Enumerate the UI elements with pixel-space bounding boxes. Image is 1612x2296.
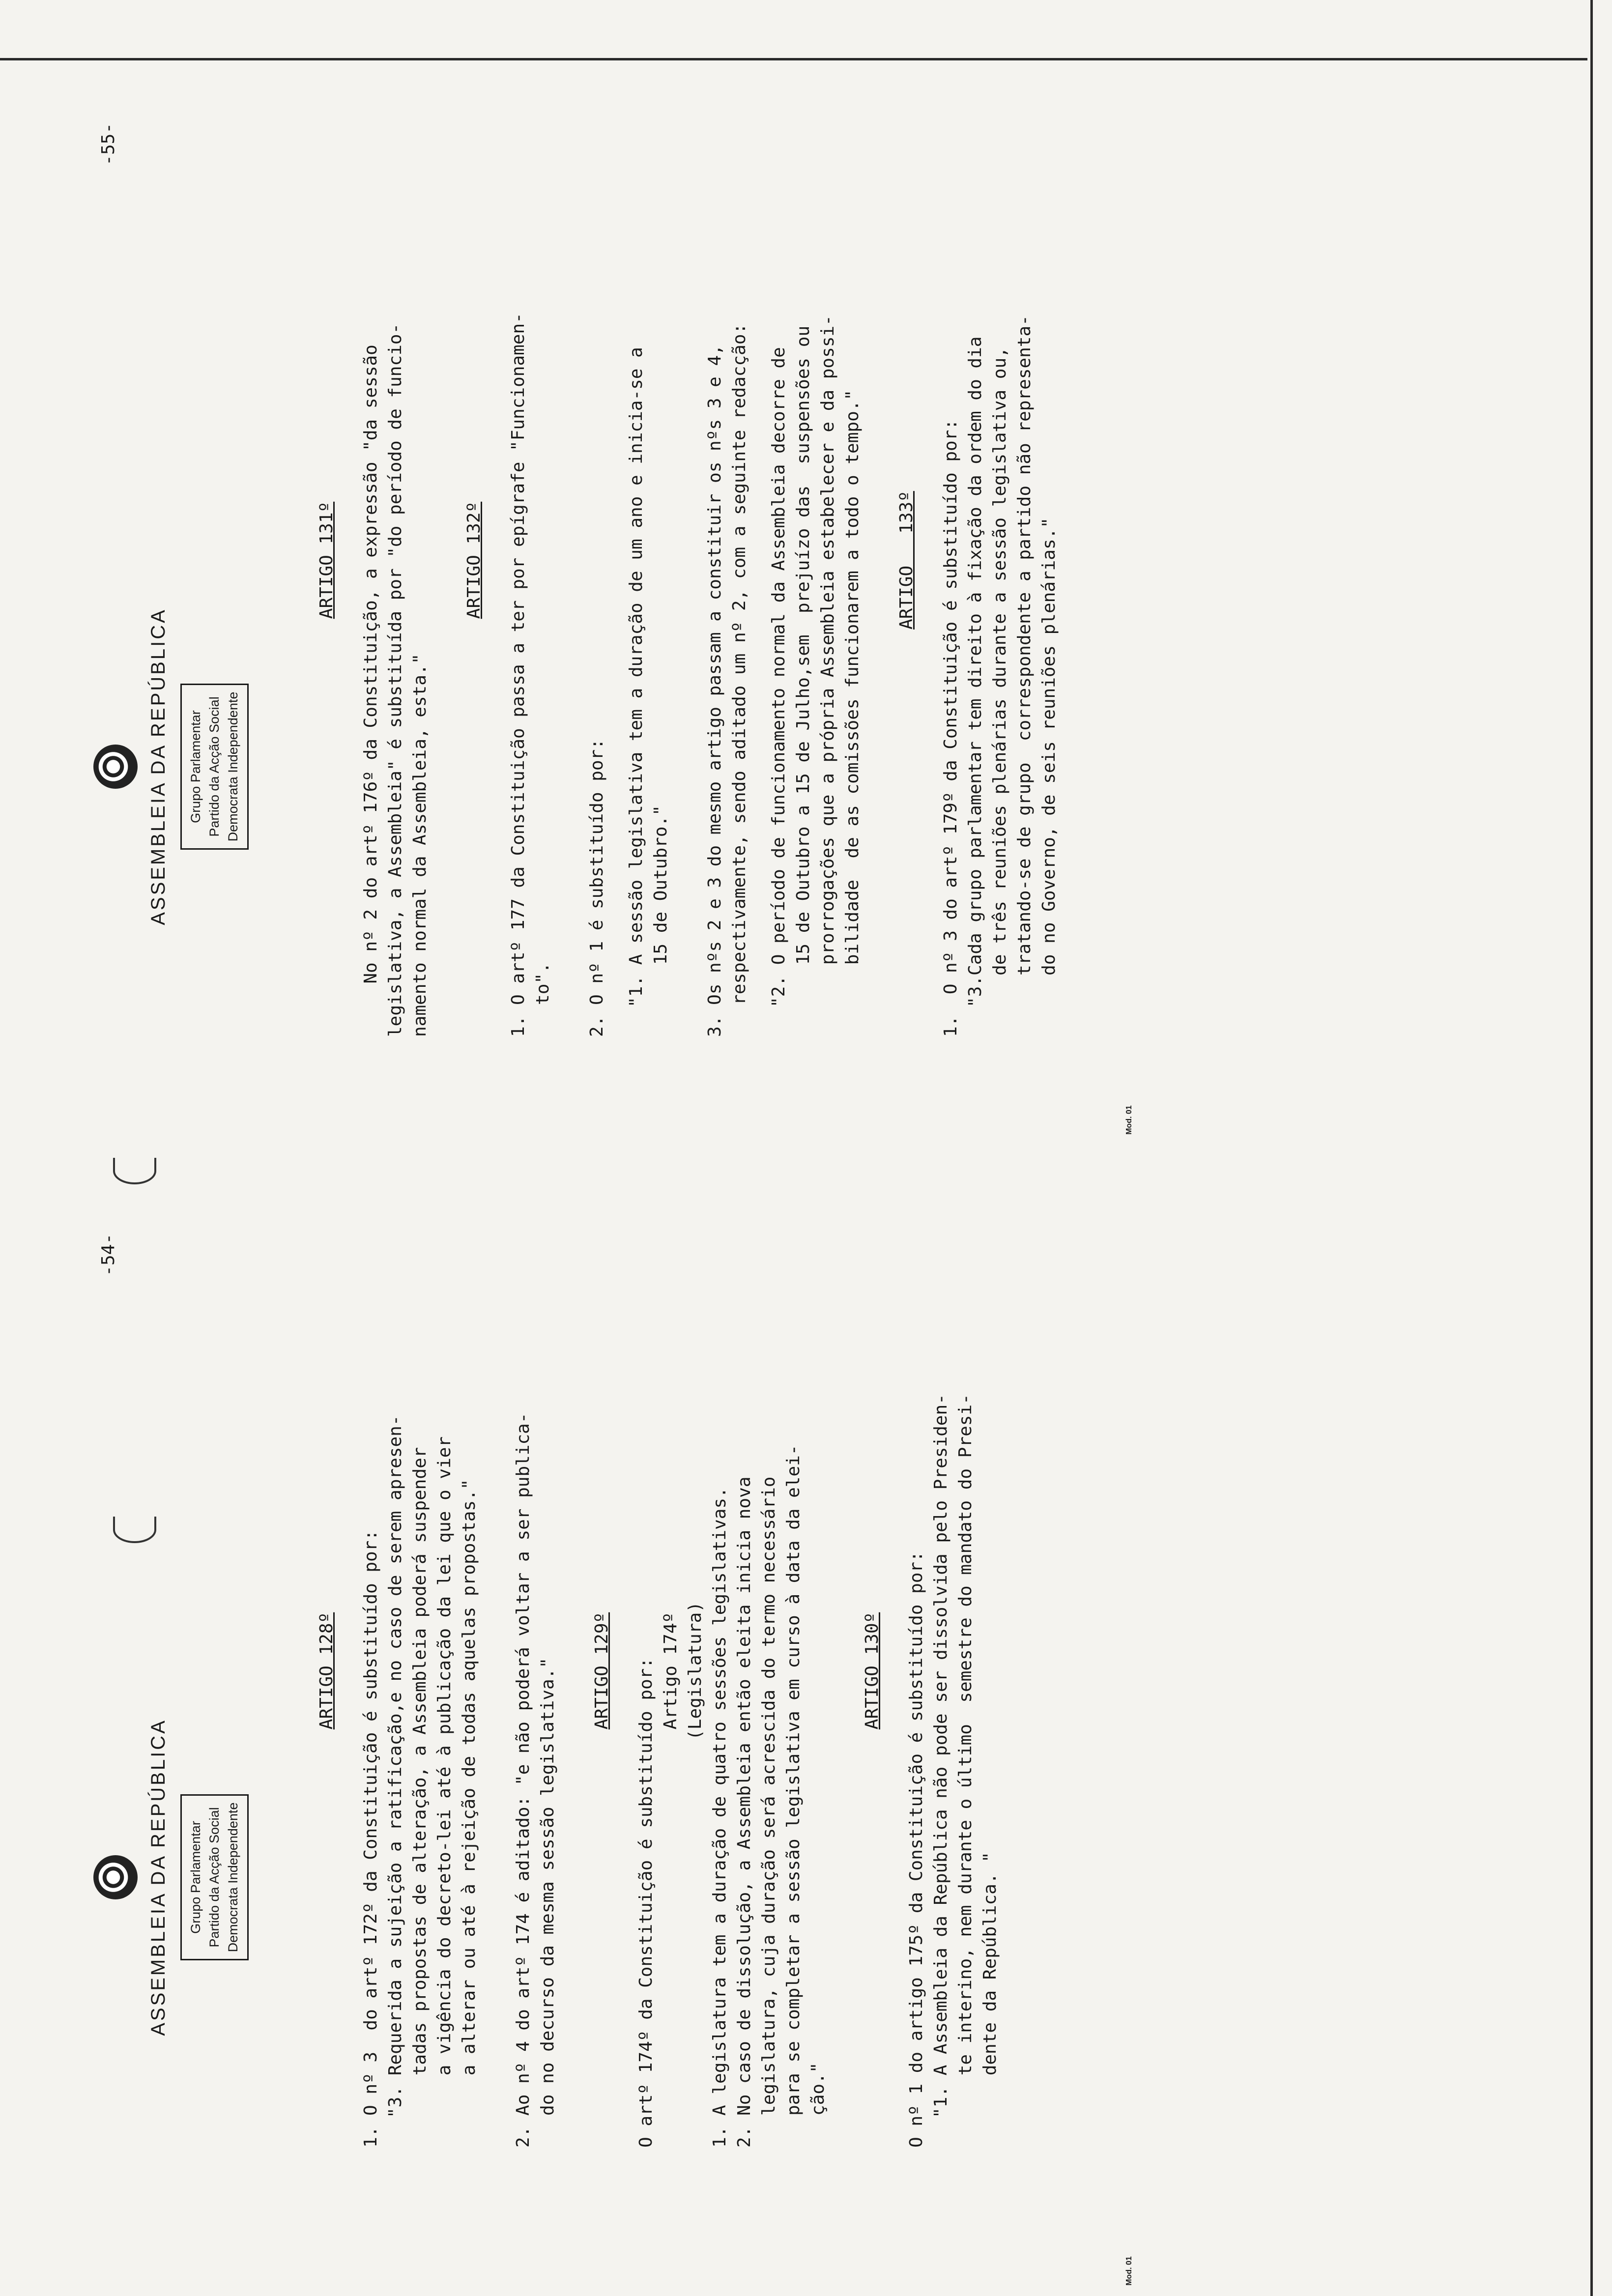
binding-mark bbox=[113, 1517, 156, 1543]
spacer bbox=[752, 84, 767, 1037]
paragraph: O artº 174º da Constituição é substituído por: bbox=[636, 1658, 656, 2148]
quoted-provision: "3.Cada grupo parlamentar tem direito à fixação da ordem do dia de três reuniões plenárias durante a sessão legislativa ou, tratando-se de grupo correspondente a partido não representa- do no Governo, de seis reuniões plenárias." bbox=[965, 315, 1059, 1007]
group-box bbox=[180, 1794, 249, 1961]
paragraph: 1. A legislatura tem a duração de quatro sessões legislativas. bbox=[710, 1487, 730, 2148]
spacer bbox=[555, 84, 585, 1037]
article-heading: ARTIGO 130º bbox=[862, 1612, 882, 1730]
group-line: Democrata Independente bbox=[225, 1802, 240, 1952]
page-header bbox=[93, 1607, 249, 2148]
article-heading: ARTIGO 133º bbox=[896, 491, 917, 630]
article-heading: ARTIGO 128º bbox=[317, 1612, 337, 1730]
spacer bbox=[609, 84, 624, 1037]
spacer bbox=[560, 1194, 590, 2148]
quoted-provision: "1. A sessão legislativa tem a duração de um ano e inicia-se a 15 de Outubro." bbox=[626, 347, 671, 1007]
group-line: Partido da Acção Social bbox=[206, 696, 222, 837]
page-54 bbox=[39, 1175, 1573, 2256]
article-subtitle: Artigo 174º (Legislatura) bbox=[661, 1602, 705, 1740]
group-box bbox=[180, 684, 249, 850]
spacer bbox=[673, 84, 703, 1037]
paragraph: 3. Os nºs 2 e 3 do mesmo artigo passam a constituir os nºs 3 e 4, respectivamente, sendo aditado um nº 2, com a seguinte redacção: bbox=[705, 323, 749, 1037]
page-body bbox=[315, 84, 1062, 1037]
spacer bbox=[831, 1194, 860, 2148]
rotated-document bbox=[39, 64, 1573, 2256]
coat-of-arms-icon bbox=[93, 745, 138, 789]
page-55 bbox=[39, 64, 1573, 1145]
group-line: Democrata Independente bbox=[225, 691, 240, 842]
group-line: Grupo Parlamentar bbox=[188, 1821, 203, 1934]
spacer bbox=[482, 1194, 511, 2148]
quoted-provision: "3. Requerida a sujeição a ratificação,e no caso de serem apresen- tadas propostas de alteração, a Assembleia poderá suspender a vigência do decreto-lei até à publicação da lei que o vier a alterar ou até à rejeição de todas aquelas propostas." bbox=[385, 1415, 479, 2118]
assembly-title: ASSEMBLEIA DA REPÚBLICA bbox=[147, 1719, 169, 2036]
paragraph: 2. Ao nº 4 do artº 174 é aditado: "e não poderá voltar a ser publica- do no decurso da mesma sessão legislativa." bbox=[513, 1412, 558, 2148]
scan-border-top bbox=[0, 58, 1587, 60]
group-line: Partido da Acção Social bbox=[206, 1807, 222, 1948]
page-number: -55- bbox=[98, 123, 118, 166]
page-header bbox=[93, 496, 249, 1037]
page-body bbox=[315, 1194, 1003, 2148]
scan-border-right bbox=[1590, 0, 1593, 2296]
coat-of-arms-icon bbox=[93, 1855, 138, 1899]
article-heading: ARTIGO 131º bbox=[317, 501, 337, 619]
form-stamp: Mod. 01 bbox=[1124, 2256, 1133, 2286]
page-number: -54- bbox=[98, 1234, 118, 1276]
paragraph: No nº 2 do artº 176º da Constituição, a expressão "da sessão legislativa, a Assembleia" é substituída por "do período de funcio- namento normal da Assembleia, esta." bbox=[361, 323, 430, 1037]
quoted-provision: "2. O período de funcionamento normal da Assembleia decorre de 15 de Outubro a 15 de Julho,sem prejuízo das suspensões ou prorrogações que a própria Assembleia estabelecer e da possi- bilidade de as comissões funcionarem a todo o tempo." bbox=[769, 315, 863, 1007]
paragraph: 1. O nº 3 do artº 172º da Constituição é substituído por: bbox=[361, 1529, 381, 2148]
paragraph: O nº 1 do artigo 175º da Constituição é substituído por: bbox=[906, 1551, 926, 2148]
paragraph: 1. O artº 177 da Constituição passa a ter por epígrafe "Funcionamen- to". bbox=[508, 313, 553, 1037]
form-stamp: Mod. 01 bbox=[1124, 1105, 1133, 1135]
group-line: Grupo Parlamentar bbox=[188, 710, 203, 823]
article-heading: ARTIGO 132º bbox=[464, 501, 484, 619]
assembly-title: ASSEMBLEIA DA REPÚBLICA bbox=[147, 608, 169, 925]
paragraph: 1. O nº 3 do artº 179º da Constituição é substituído por: bbox=[941, 419, 961, 1037]
spacer bbox=[432, 84, 462, 1037]
paragraph: 2. O nº 1 é substituído por: bbox=[587, 739, 607, 1037]
spacer bbox=[865, 84, 894, 1037]
article-heading: ARTIGO 129º bbox=[592, 1612, 612, 1730]
paragraph: 2. No caso de dissolução, a Assembleia então eleita inicia nova legislatura, cuja duração será acrescida do termo necessário para se completar a sessão legislativa em curso à data da elei- ção." bbox=[734, 1444, 828, 2148]
binding-mark bbox=[113, 1158, 156, 1184]
quoted-provision: "1. A Assembleia da República não pode ser dissolvida pelo Presiden- te interino, nem durante o último semestre do mandato do Presi- dente da República. " bbox=[931, 1394, 1000, 2118]
